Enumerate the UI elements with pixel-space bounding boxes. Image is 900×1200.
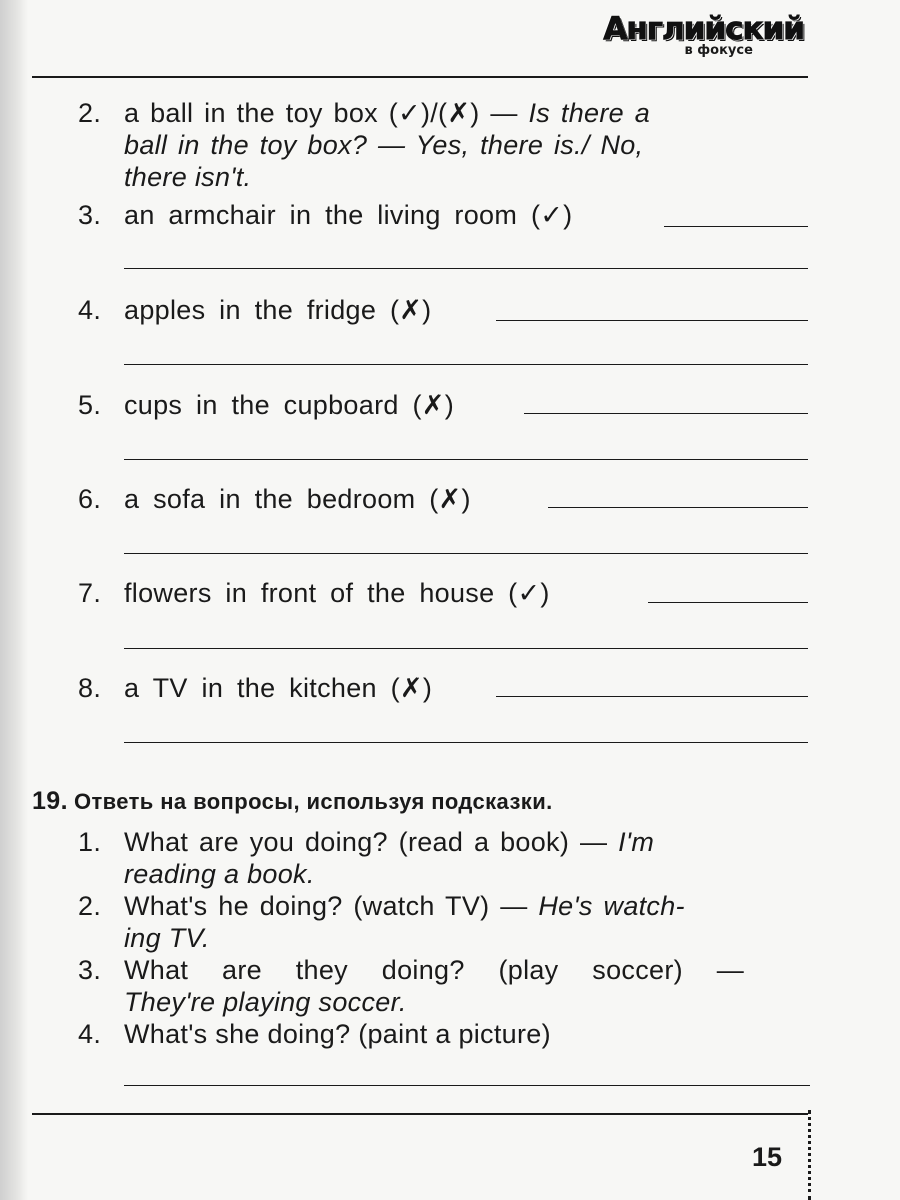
answer-line[interactable]	[124, 1085, 810, 1086]
answer-line-inline[interactable]	[524, 413, 808, 414]
item-number: 7.	[78, 578, 102, 608]
question-item-4	[78, 1018, 808, 1050]
question-number: 1.	[78, 827, 102, 857]
answer-line[interactable]	[124, 648, 808, 649]
question-line-1	[124, 826, 808, 858]
exercise-item-2	[78, 97, 808, 193]
item-prompt: flowers in front of the house (✓)	[124, 578, 550, 608]
item-prompt: apples in the fridge (✗)	[124, 295, 432, 325]
answer-line-text: They're playing soccer.	[124, 987, 407, 1017]
answer-line[interactable]	[124, 364, 808, 365]
question-number: 3.	[78, 955, 102, 985]
page-edge-dots	[808, 1110, 811, 1200]
item-answer-part: Is there a	[528, 98, 651, 128]
answer-line-inline[interactable]	[648, 602, 808, 603]
answer-line-inline[interactable]	[496, 696, 808, 697]
item-number: 5.	[78, 390, 102, 420]
item-number: 4.	[78, 295, 102, 325]
exercise-number: 19.	[32, 787, 68, 815]
answer-line-inline[interactable]	[664, 226, 808, 227]
item-prompt: an armchair in the living room (✓)	[124, 200, 573, 230]
question-item-3	[78, 954, 808, 1018]
answer-line[interactable]	[124, 268, 808, 269]
question-item-1	[78, 826, 808, 890]
page-number: 15	[752, 1142, 783, 1172]
item-number: 6.	[78, 484, 102, 514]
answer-line-inline[interactable]	[496, 320, 808, 321]
exercise-19-heading	[32, 787, 553, 816]
header-rule	[32, 76, 808, 78]
answer-part: I'm	[618, 827, 655, 857]
question-text: What's she doing? (paint a picture)	[124, 1019, 551, 1049]
answer-line[interactable]	[124, 742, 808, 743]
item-prompt: a ball in the toy box (✓)/(✗) —	[124, 98, 518, 128]
question-number: 4.	[78, 1019, 102, 1049]
item-number: 2.	[78, 98, 102, 128]
footer-rule	[32, 1113, 808, 1115]
item-prompt: a sofa in the bedroom (✗)	[124, 484, 471, 514]
logo-sub-text: в фокусе	[684, 43, 753, 58]
exercise-item-5	[78, 389, 808, 421]
question-item-2	[78, 890, 808, 954]
exercise-instruction: Ответь на вопросы, используя подсказки.	[73, 789, 553, 814]
question-line-1	[124, 890, 808, 922]
series-logo	[603, 12, 804, 58]
question-number: 2.	[78, 891, 102, 921]
logo-main-text: Английский	[603, 11, 804, 47]
question-text: What are you doing? (read a book) —	[124, 827, 608, 857]
answer-line-inline[interactable]	[548, 507, 808, 508]
item-answer-line-2: ball in the toy box? — Yes, there is./ No,	[124, 130, 644, 160]
answer-part: He's watch-	[538, 891, 685, 921]
page-binding-shadow	[0, 0, 28, 1200]
exercise-item-6	[78, 483, 808, 515]
answer-line[interactable]	[124, 459, 808, 460]
question-text: What's he doing? (watch TV) —	[124, 891, 528, 921]
item-prompt: cups in the cupboard (✗)	[124, 390, 454, 420]
item-prompt: a TV in the kitchen (✗)	[124, 673, 433, 703]
item-number: 3.	[78, 200, 102, 230]
answer-line-text: ing TV.	[124, 923, 210, 953]
item-answer-line-3: there isn't.	[124, 162, 252, 192]
exercise-item-4	[78, 294, 808, 326]
item-line-1	[124, 97, 808, 129]
exercise-item-7	[78, 577, 808, 609]
exercise-item-8	[78, 672, 808, 704]
question-text: What are they doing? (play soccer) —	[124, 955, 744, 985]
answer-line[interactable]	[124, 553, 808, 554]
item-number: 8.	[78, 673, 102, 703]
answer-line-text: reading a book.	[124, 859, 315, 889]
